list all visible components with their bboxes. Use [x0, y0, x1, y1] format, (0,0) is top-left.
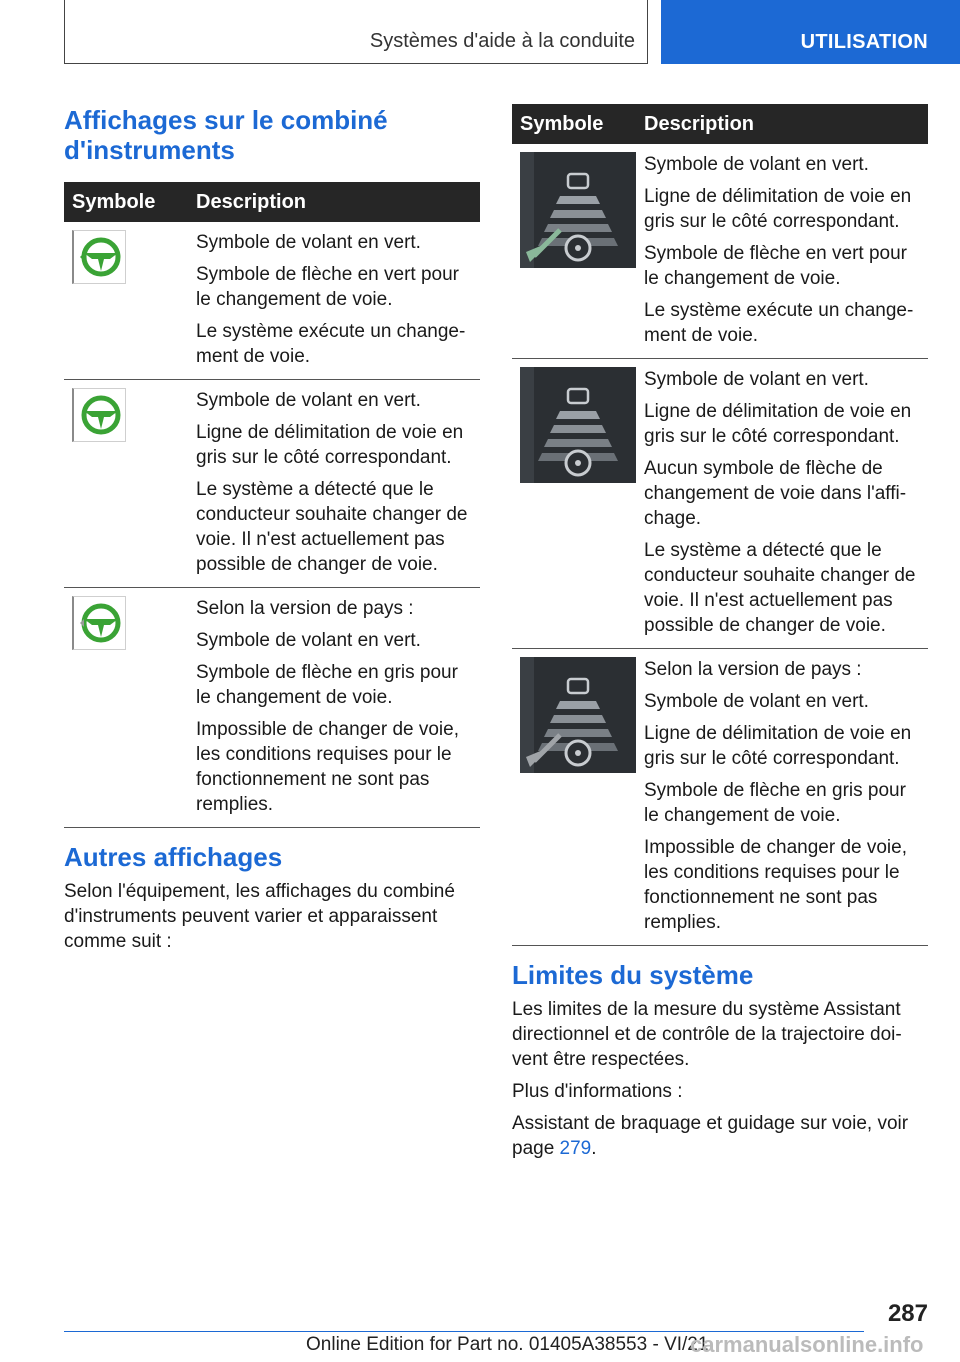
reference-text: Assistant de braquage et guidage sur voie, voir page [512, 1113, 909, 1159]
chapter-tab: UTILISATION [661, 0, 960, 64]
description-line: Impossible de changer de voie, les conditions requises pour le fonctionnement ne sont pas remplies. [644, 837, 907, 933]
description-line: Symbole de volant en vert. [644, 691, 869, 712]
table-row [64, 380, 480, 588]
system-limits-para: Les limites de la mesure du système Assistant directionnel et de contrôle de la trajectoire doi‐vent être respectées. [512, 999, 902, 1070]
description-line: Symbole de flèche en vert pour le changement de voie. [644, 243, 907, 289]
lane-change-display-icon [520, 657, 636, 773]
description-line: Symbole de volant en vert. [196, 390, 421, 411]
col-symbol-header: Symbole [64, 182, 188, 222]
description-cell [636, 144, 928, 359]
description-line: Selon la version de pays : [196, 598, 414, 619]
symbol-cell [64, 222, 188, 380]
description-line: Symbole de flèche en gris pour le changement de voie. [644, 780, 906, 826]
col-description-header: Description [188, 182, 480, 222]
description-line: Symbole de flèche en vert pour le changement de voie. [196, 264, 459, 310]
symbol-cell [512, 359, 636, 649]
system-limits-heading: Limites du système [512, 960, 754, 990]
description-line: Ligne de délimitation de voie en gris sur le côté correspondant. [644, 186, 912, 232]
description-line: Symbole de flèche en gris pour le changement de voie. [196, 662, 458, 708]
section-title: Systèmes d'aide à la conduite [369, 30, 635, 52]
symbol-cell [64, 380, 188, 588]
description-cell [188, 380, 480, 588]
description-line: Ligne de délimitation de voie en gris sur le côté correspondant. [644, 401, 912, 447]
page-number: 287 [887, 1300, 928, 1327]
page-link[interactable]: 279 [559, 1138, 592, 1159]
lane-display-icon [520, 367, 636, 483]
description-line: Le système exécute un change‐ment de voie. [644, 300, 914, 346]
table-header-row [512, 104, 928, 144]
left-symbol-table [64, 182, 480, 828]
description-line: Le système a détecté que le conducteur souhaite changer de voie. Il n'est actuellement pas possible de changer de voie. [196, 479, 468, 575]
description-line: Impossible de changer de voie, les conditions requises pour le fonctionnement ne sont pas remplies. [196, 719, 459, 815]
system-limits-body [512, 997, 922, 1161]
description-cell [636, 359, 928, 649]
description-line: Ligne de délimitation de voie en gris sur le côté correspondant. [196, 422, 464, 468]
description-cell [188, 588, 480, 828]
left-heading-line1: Affichages sur le combiné [64, 105, 388, 135]
other-displays-text: Selon l'équipement, les affichages du combiné d'instruments peuvent varier et apparaissent comme suit : [64, 881, 455, 952]
left-heading [64, 105, 484, 165]
symbol-cell [512, 144, 636, 359]
edition-text: Online Edition for Part no. 01405A38553 - VI/21 [306, 1334, 709, 1355]
header-box [64, 0, 648, 64]
table-row [64, 222, 480, 380]
description-line: Symbole de volant en vert. [196, 232, 421, 253]
description-line: Le système exécute un change‐ment de voie. [196, 321, 466, 367]
more-info-label: Plus d'informations : [512, 1081, 683, 1102]
symbol-cell [512, 649, 636, 946]
description-cell [636, 649, 928, 946]
col-description-header: Description [636, 104, 928, 144]
reference-para [512, 1111, 922, 1161]
description-line: Symbole de volant en vert. [644, 369, 869, 390]
col-symbol-header: Symbole [512, 104, 636, 144]
table-row [512, 649, 928, 946]
watermark: carmanualsonline.info [690, 1332, 924, 1357]
description-line: Aucun symbole de flèche de changement de voie dans l'affi‐chage. [644, 458, 907, 529]
table-row [512, 359, 928, 649]
table-row [512, 144, 928, 359]
steering-wheel-icon [72, 388, 126, 442]
left-heading-line2: d'instruments [64, 135, 235, 165]
description-line: Selon la version de pays : [644, 659, 862, 680]
reference-suffix: . [591, 1138, 597, 1159]
steering-wheel-icon [72, 230, 126, 284]
table-header-row [64, 182, 480, 222]
description-cell [188, 222, 480, 380]
table-row [64, 588, 480, 828]
right-symbol-table [512, 104, 928, 946]
description-line: Symbole de volant en vert. [644, 154, 869, 175]
description-line: Le système a détecté que le conducteur souhaite changer de voie. Il n'est actuellement pas possible de changer de voie. [644, 540, 916, 636]
description-line: Ligne de délimitation de voie en gris sur le côté correspondant. [644, 723, 912, 769]
symbol-cell [64, 588, 188, 828]
description-line: Symbole de volant en vert. [196, 630, 421, 651]
steering-wheel-icon [72, 596, 126, 650]
other-displays-heading: Autres affichages [64, 842, 283, 872]
lane-change-display-icon [520, 152, 636, 268]
